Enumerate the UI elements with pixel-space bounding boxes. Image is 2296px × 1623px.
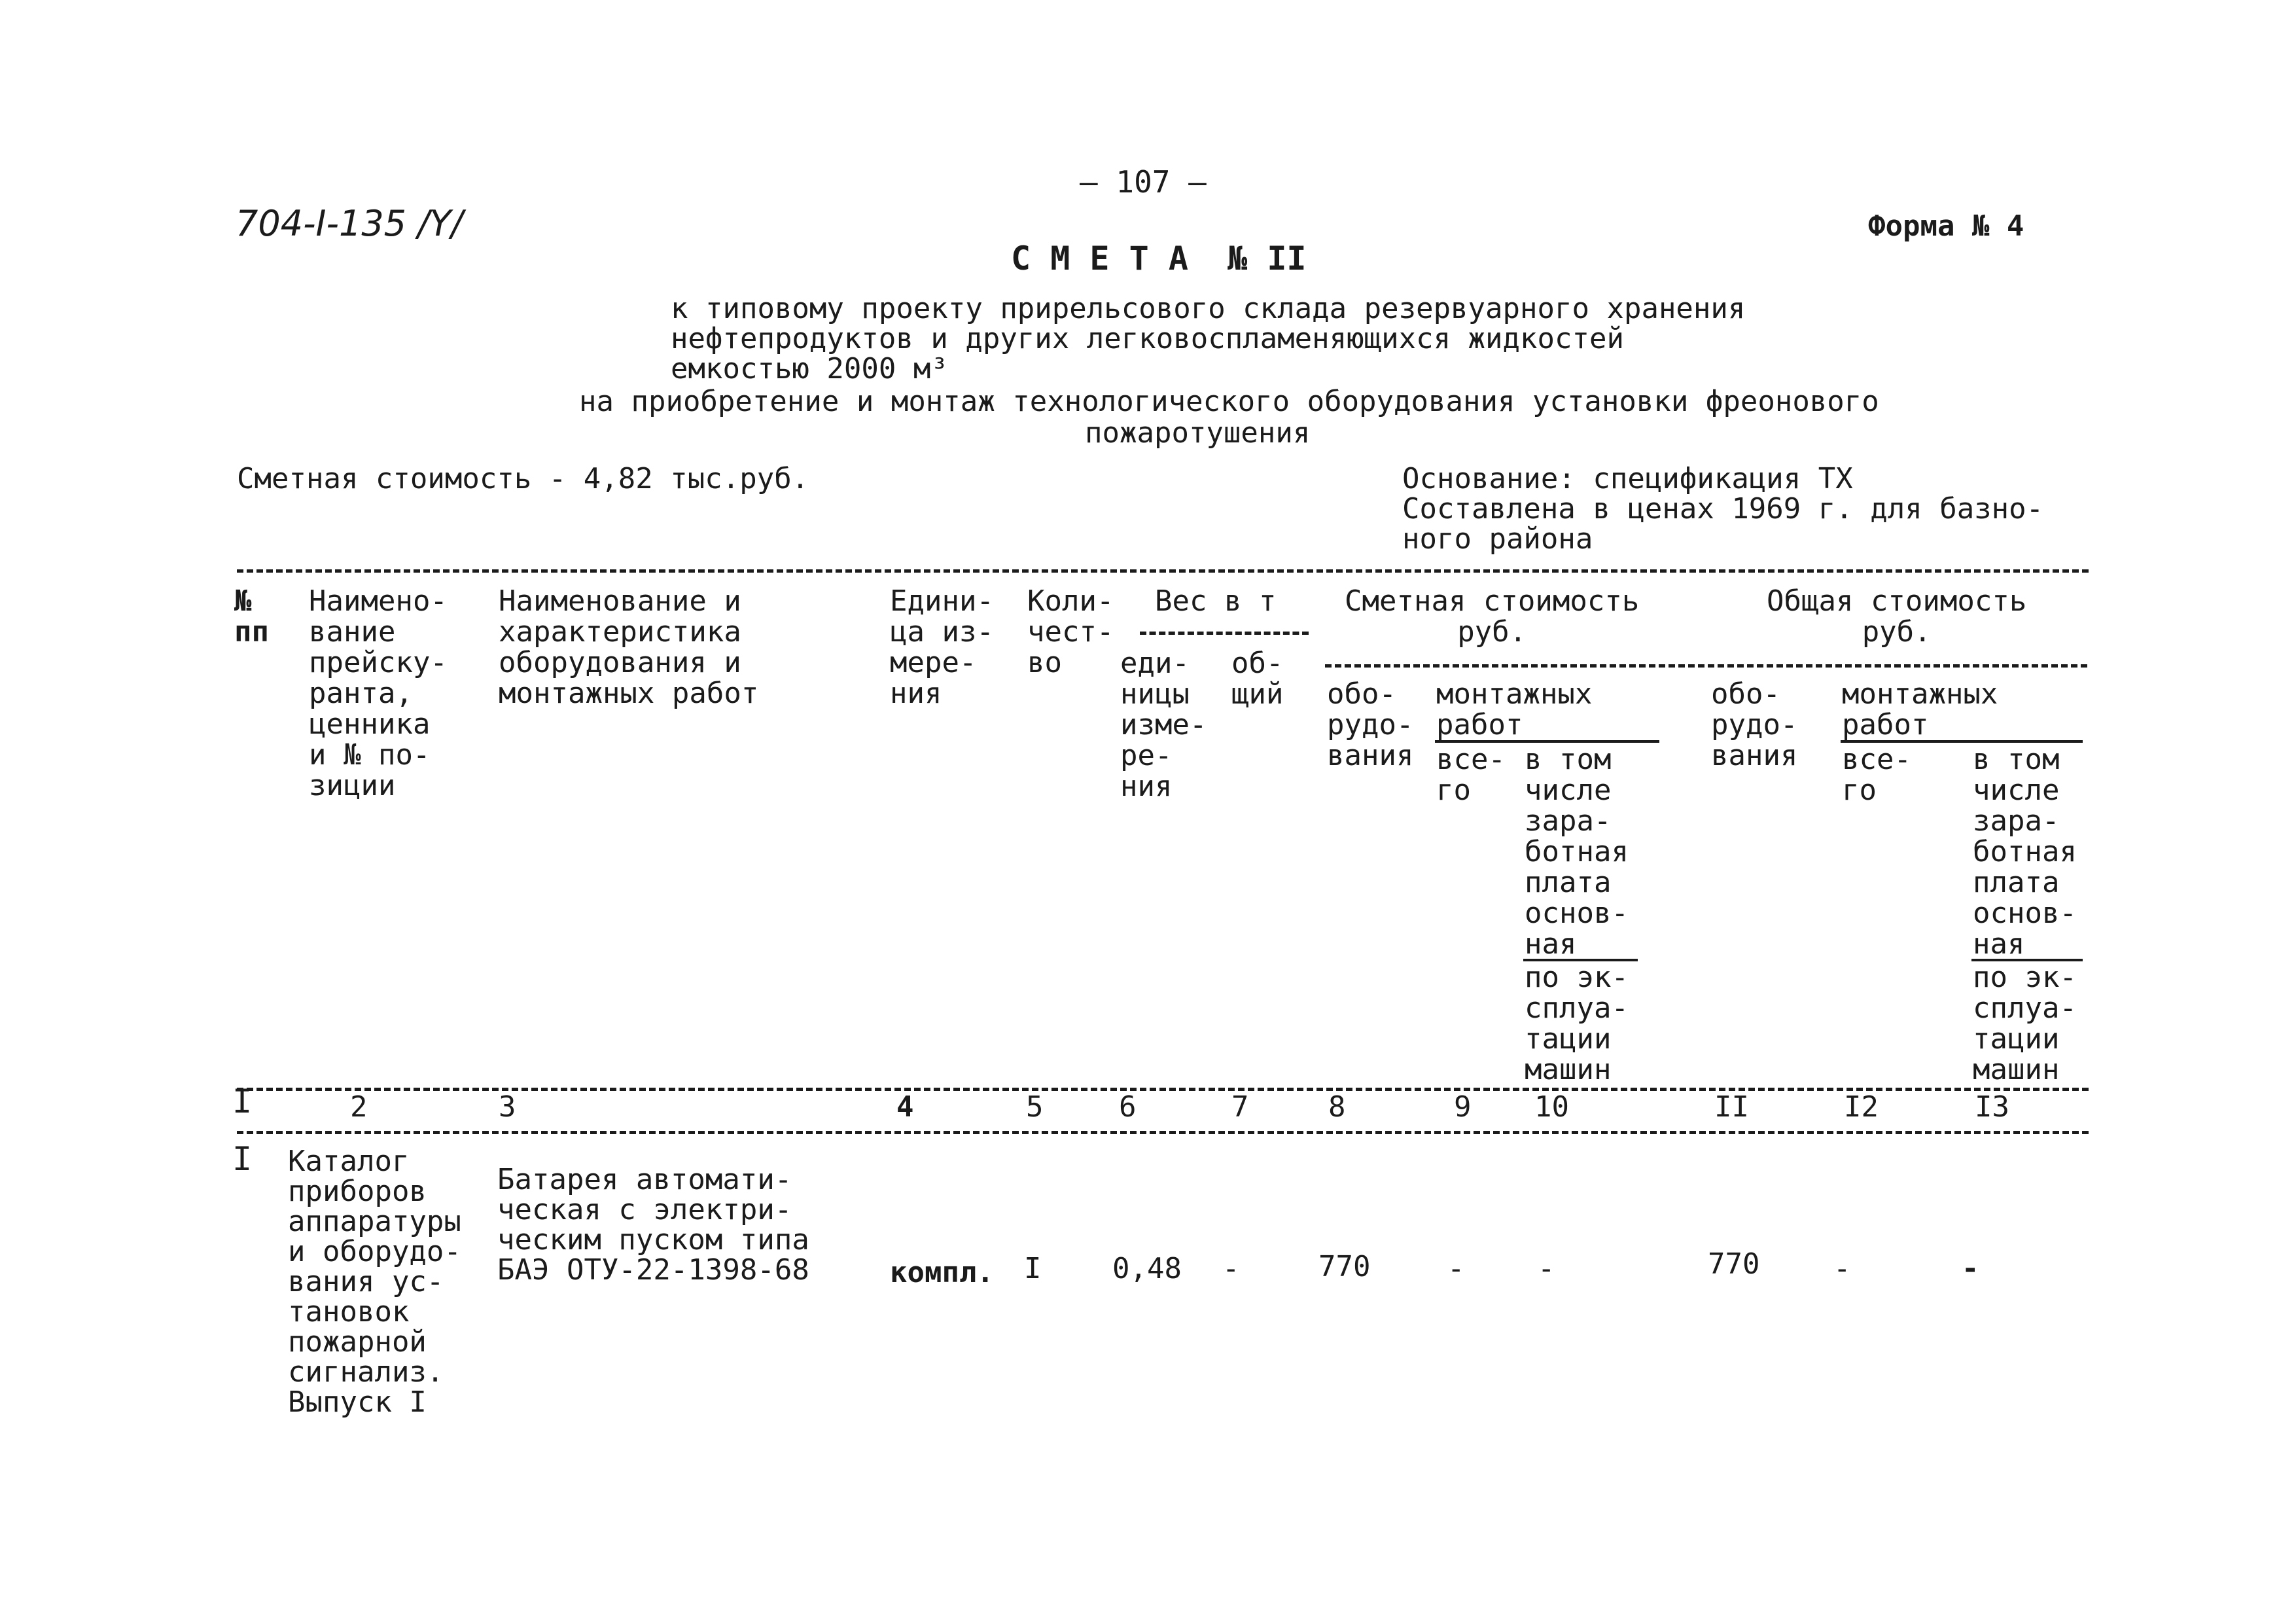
basis-line-2: Составлена в ценах 1969 г. для базно- bbox=[1402, 492, 2044, 526]
column-number: 9 bbox=[1454, 1090, 1472, 1124]
row-number: I bbox=[232, 1140, 253, 1178]
header-name: Наименование и характеристика оборудования и монтажных работ bbox=[499, 584, 759, 710]
subtitle-line-5: пожаротушения bbox=[1085, 416, 1311, 450]
subtitle-line-2: нефтепродуктов и других легковоспламеняющихся жидкостей bbox=[671, 322, 1624, 355]
row-weight-unit: 0,48 bbox=[1112, 1252, 1182, 1285]
weight-rule bbox=[1140, 632, 1309, 635]
row-total-mount: - bbox=[1833, 1252, 1851, 1285]
row-total-equipment: 770 bbox=[1708, 1247, 1760, 1281]
page-number: — 107 — bbox=[1080, 164, 1207, 200]
estimated-cost: Сметная стоимость - 4,82 тыс.руб. bbox=[237, 462, 809, 495]
row-total-wage: - bbox=[1962, 1252, 1979, 1285]
column-number: 6 bbox=[1119, 1090, 1137, 1124]
document-code: 704-I-135 /Y/ bbox=[236, 203, 463, 244]
header-total-equipment: обо- рудо- вания bbox=[1711, 677, 1798, 772]
header-pricelist: Наимено- вание прейску- ранта, ценника и № по- зиции bbox=[309, 584, 448, 802]
subtitle-line-1: к типовому проекту прирельсового склада резервуарного хранения bbox=[671, 292, 1746, 325]
table-top-rule bbox=[237, 569, 2089, 573]
header-quantity: Коли- чест- во bbox=[1027, 584, 1114, 679]
column-number: I2 bbox=[1844, 1090, 1879, 1124]
header-total-mount-total: все- го bbox=[1842, 743, 1911, 807]
column-numbers-bottom-rule bbox=[237, 1131, 2089, 1134]
row-pricelist: Каталог приборов аппаратуры и оборудо- вания ус- тановок пожарной сигнализ. Выпуск I bbox=[288, 1145, 461, 1419]
column-number: I3 bbox=[1975, 1090, 2009, 1124]
row-weight-total: - bbox=[1222, 1252, 1240, 1285]
column-number: II bbox=[1714, 1090, 1749, 1124]
row-quantity: I bbox=[1024, 1252, 1042, 1285]
header-mount-works: монтажных работ bbox=[1436, 677, 1593, 741]
estimate-title: С М Е Т А № II bbox=[1011, 240, 1307, 277]
header-weight-unit: еди- ницы изме- ре- ния bbox=[1120, 647, 1207, 803]
column-number: 3 bbox=[499, 1090, 516, 1124]
subtitle-line-4: на приобретение и монтаж технологического оборудования установки фреонового bbox=[579, 385, 1879, 418]
header-total-wage: в том числе зара- ботная плата основ- ная bbox=[1973, 743, 2077, 961]
column-number: 5 bbox=[1026, 1090, 1044, 1124]
row-equipment: 770 bbox=[1318, 1250, 1371, 1283]
basis-line-1: Основание: спецификация ТХ bbox=[1402, 462, 1853, 495]
column-number: 2 bbox=[350, 1090, 368, 1124]
column-number: 4 bbox=[896, 1090, 914, 1124]
header-mount-total: все- го bbox=[1436, 743, 1506, 807]
header-total-group: Общая стоимость руб. bbox=[1767, 584, 2027, 649]
column-number: 8 bbox=[1328, 1090, 1346, 1124]
header-equipment: обо- рудо- вания bbox=[1327, 677, 1414, 772]
subtitle-line-3: емкостью 2000 м³ bbox=[671, 352, 948, 385]
form-label: Форма № 4 bbox=[1868, 209, 2024, 243]
row-item-name: Батарея автомати- ческая с электри- ческим пуском типа БАЭ ОТУ-22-1398-68 bbox=[497, 1163, 809, 1287]
column-number: I bbox=[232, 1082, 253, 1120]
header-row-number: № пп bbox=[234, 584, 269, 649]
column-number: 7 bbox=[1231, 1090, 1249, 1124]
basis-line-3: ного района bbox=[1402, 522, 1593, 556]
column-number: 10 bbox=[1534, 1090, 1569, 1124]
row-unit: компл. bbox=[890, 1256, 994, 1289]
header-unit: Едини- ца из- мере- ния bbox=[890, 584, 994, 710]
cost-group-rule bbox=[1325, 664, 2087, 668]
row-mount-wage: - bbox=[1538, 1252, 1555, 1285]
header-total-mount-works: монтажных работ bbox=[1842, 677, 1998, 741]
header-weight: Вес в т bbox=[1155, 584, 1277, 618]
header-mount-machines: по эк- сплуа- тации машин bbox=[1525, 961, 1629, 1086]
header-total-machines: по эк- сплуа- тации машин bbox=[1973, 961, 2077, 1086]
header-estimate-group: Сметная стоимость руб. bbox=[1345, 584, 1640, 649]
row-mount-total: - bbox=[1447, 1252, 1465, 1285]
header-weight-total: об- щий bbox=[1231, 647, 1284, 711]
header-mount-wage: в том числе зара- ботная плата основ- ная bbox=[1525, 743, 1629, 961]
